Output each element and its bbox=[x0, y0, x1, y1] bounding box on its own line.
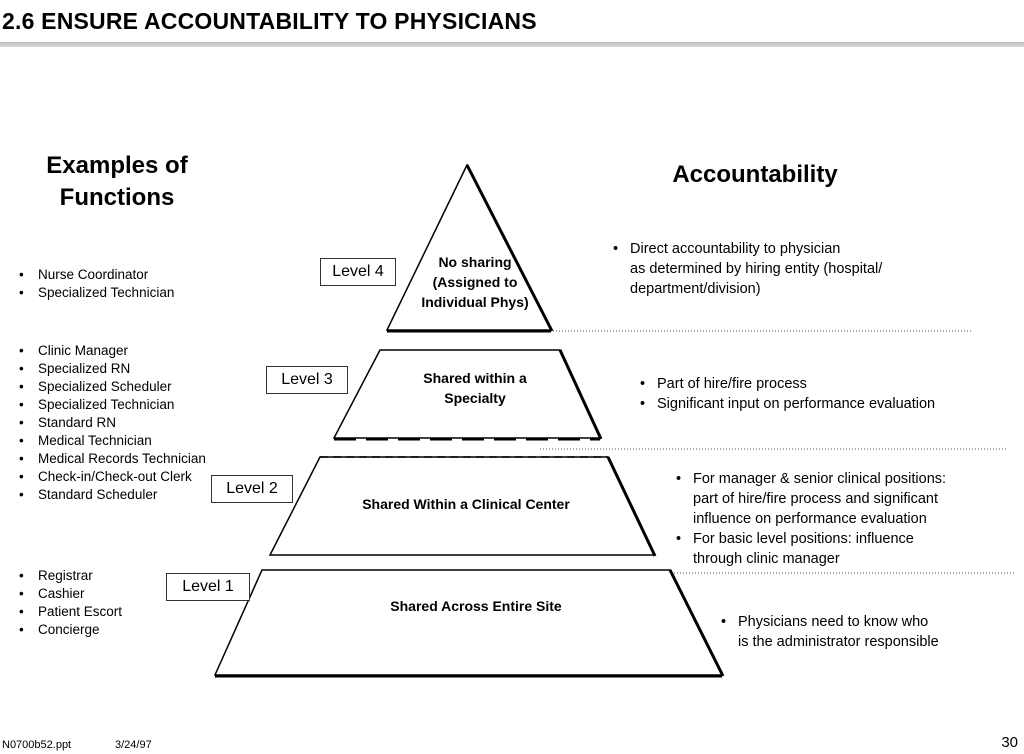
level-1-box: Level 1 bbox=[166, 573, 250, 601]
level-2-box: Level 2 bbox=[211, 475, 293, 503]
list-item: • Specialized RN bbox=[16, 360, 206, 378]
level-4-functions bbox=[16, 266, 174, 302]
list-item: • Patient Escort bbox=[16, 603, 122, 621]
level-3-box: Level 3 bbox=[266, 366, 348, 394]
level-4-accountability bbox=[610, 239, 950, 299]
list-item: • Specialized Technician bbox=[16, 284, 174, 302]
list-item: • For basic level positions: influence through clinic manager bbox=[673, 529, 1013, 569]
tier-3-text: Shared within a Specialty bbox=[423, 370, 527, 406]
list-item: • Standard Scheduler bbox=[16, 486, 206, 504]
list-item: • Direct accountability to physician as determined by hiring entity (hospital/ department/division) bbox=[610, 239, 950, 299]
level-1-functions bbox=[16, 567, 122, 639]
functions-header: Examples of Functions bbox=[46, 152, 188, 211]
tier-2-text: Shared Within a Clinical Center bbox=[362, 496, 570, 512]
footer-date: 3/24/97 bbox=[115, 739, 152, 751]
list-item: • Check-in/Check-out Clerk bbox=[16, 468, 206, 486]
level-2-accountability bbox=[673, 469, 1013, 569]
level-3-accountability bbox=[637, 374, 997, 414]
list-item: • Significant input on performance evaluation bbox=[637, 394, 997, 414]
level-1-accountability bbox=[718, 612, 1018, 652]
level-4-box: Level 4 bbox=[320, 258, 396, 286]
footer-filename: N0700b52.ppt bbox=[2, 739, 72, 751]
page-number: 30 bbox=[1001, 734, 1018, 751]
list-item: • Specialized Scheduler bbox=[16, 378, 206, 396]
list-item: • Medical Technician bbox=[16, 432, 206, 450]
list-item: • Part of hire/fire process bbox=[637, 374, 997, 394]
list-item: • Specialized Technician bbox=[16, 396, 206, 414]
list-item: • Concierge bbox=[16, 621, 122, 639]
tier-1-shape bbox=[215, 570, 722, 675]
page-title: 2.6 ENSURE ACCOUNTABILITY TO PHYSICIANS bbox=[2, 8, 537, 34]
list-item: • Nurse Coordinator bbox=[16, 266, 174, 284]
level-3-functions bbox=[16, 342, 206, 504]
list-item: • Standard RN bbox=[16, 414, 206, 432]
list-item: • Registrar bbox=[16, 567, 122, 585]
list-item: • Physicians need to know who is the administrator responsible bbox=[718, 612, 1018, 652]
list-item: • Clinic Manager bbox=[16, 342, 206, 360]
list-item: • Medical Records Technician bbox=[16, 450, 206, 468]
list-item: • Cashier bbox=[16, 585, 122, 603]
tier-1-text: Shared Across Entire Site bbox=[390, 598, 562, 614]
accountability-header: Accountability bbox=[672, 161, 838, 188]
list-item: • For manager & senior clinical positions: part of hire/fire process and significant influence on performance evaluation bbox=[673, 469, 1013, 529]
tier-4-text: No sharing (Assigned to Individual Phys) bbox=[421, 254, 529, 310]
